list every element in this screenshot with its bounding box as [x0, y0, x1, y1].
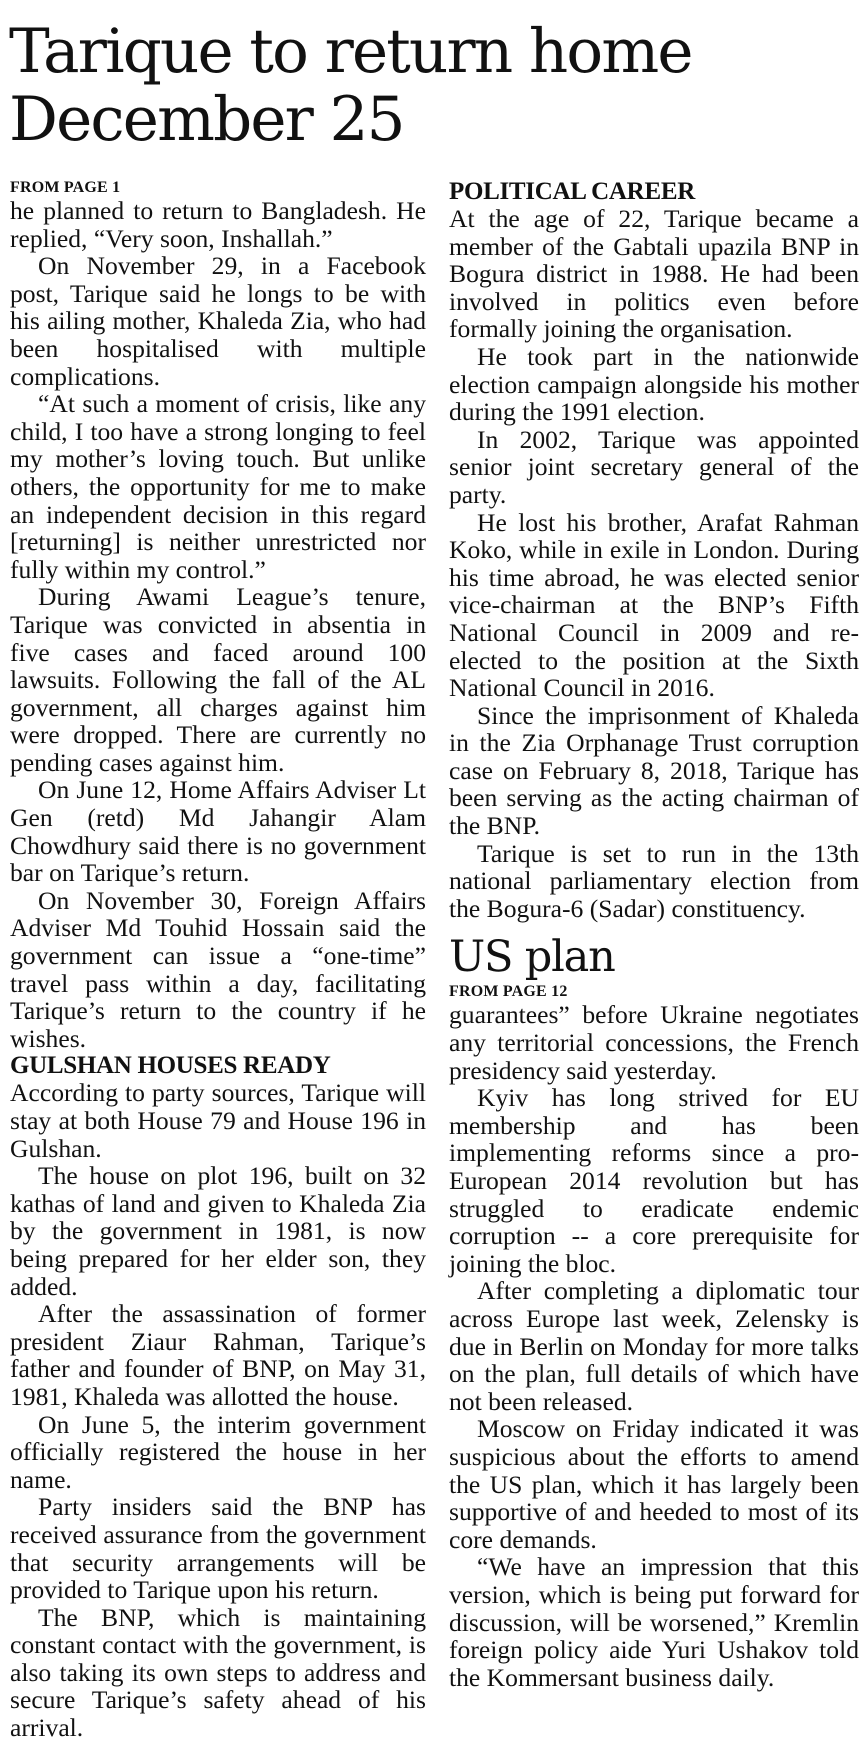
body-paragraph: Tarique is set to run in the 13th national parliamentary election from the Bogura-6 (Sadar) constituency. — [449, 838, 859, 923]
body-paragraph: “We have an impression that this version, which is being put forward for discussion, will be worsened,” Kremlin foreign policy aide Yuri Ushakov told the Kommersant business daily. — [449, 1552, 859, 1692]
section-subhead-career: POLITICAL CAREER — [449, 178, 695, 205]
body-paragraph: He took part in the nationwide election campaign alongside his mother during the 1991 election. — [449, 341, 859, 427]
body-paragraph: During Awami League’s tenure, Tarique was convicted in absentia in five cases and faced around 100 lawsuits. Following the fall of the AL government, all charges against him were dropped. There are currently no pending cases against him. — [10, 582, 426, 777]
body-paragraph: According to party sources, Tarique will stay at both House 79 and House 196 in Gulshan. — [10, 1078, 426, 1163]
body-paragraph: After the assassination of former president Ziaur Rahman, Tarique’s father and founder of BNP, on May 31, 1981, Khaleda was allotted the house. — [10, 1299, 426, 1411]
body-paragraph: After completing a diplomatic tour across Europe last week, Zelensky is due in Berlin on Monday for more talks on the plan, full details of which have not been released. — [449, 1276, 859, 1416]
body-paragraph: Kyiv has long strived for EU membership and has been implementing reforms since a pro-European 2014 revolution but has struggled to eradicate endemic corruption -- a core prerequisite for joining the bloc. — [449, 1083, 859, 1278]
section-subhead-gulshan: GULSHAN HOUSES READY — [10, 1052, 331, 1080]
body-paragraph: In 2002, Tarique was appointed senior joint secretary general of the party. — [449, 424, 859, 509]
body-paragraph: Moscow on Friday indicated it was suspicious about the efforts to amend the US plan, which it has largely been supportive of and heeded to most of its core demands. — [449, 1414, 859, 1554]
body-paragraph: “At such a moment of crisis, like any child, I too have a strong longing to feel my mother’s loving touch. But unlike others, the opportunity for me to make an independent decision in this regard [returning] is neither unrestricted nor fully within my control.” — [10, 389, 426, 584]
right-column — [449, 178, 859, 1691]
body-paragraph: On June 5, the interim government officially registered the house in her name. — [10, 1409, 426, 1494]
body-paragraph: On November 29, in a Facebook post, Tarique said he longs to be with his ailing mother, Khaleda Zia, who had been hospitalised with multiple complications. — [10, 251, 426, 391]
continuation-kicker: FROM PAGE 12 — [449, 983, 568, 1001]
body-paragraph: On June 12, Home Affairs Adviser Lt Gen (retd) Md Jahangir Alam Chowdhury said there is no government bar on Tarique’s return. — [10, 775, 426, 888]
body-paragraph: He lost his brother, Arafat Rahman Koko, while in exile in London. During his time abroad, he was elected senior vice-chairman at the BNP’s Fifth National Council in 2009 and re-elected to the position at the Sixth National Council in 2016. — [449, 507, 859, 703]
body-paragraph: The BNP, which is maintaining constant contact with the government, is also taking its own steps to address and secure Tarique’s safety ahead of his arrival. — [10, 1602, 426, 1743]
body-paragraph: At the age of 22, Tarique became a member of the Gabtali upazila BNP in Bogura district in 1988. He had been involved in politics even before formally joining the organisation. — [449, 204, 859, 344]
body-paragraph: On November 30, Foreign Affairs Adviser Md Touhid Hossain said the government can issue a “one-time” travel pass within a day, facilitating Tarique’s return to the country if he wishes. — [10, 885, 426, 1053]
second-article-headline: US plan — [449, 932, 615, 983]
article-headline: Tarique to return home December 25 — [9, 16, 692, 155]
body-paragraph: guarantees” before Ukraine negotiates any territorial concessions, the French presidency said yesterday. — [449, 1000, 859, 1085]
continuation-kicker: FROM PAGE 1 — [10, 179, 121, 196]
body-paragraph: he planned to return to Bangladesh. He replied, “Very soon, Inshallah.” — [10, 196, 426, 253]
left-column — [10, 178, 426, 1742]
body-paragraph: Party insiders said the BNP has received assurance from the government that security arrangements will be provided to Tarique upon his return. — [10, 1492, 426, 1605]
body-paragraph: Since the imprisonment of Khaleda in the Zia Orphanage Trust corruption case on February 8, 2018, Tarique has been serving as the acting chairman of the BNP. — [449, 700, 859, 841]
body-paragraph: The house on plot 196, built on 32 kathas of land and given to Khaleda Zia by the government in 1981, is now being prepared for her elder son, they added. — [10, 1161, 426, 1301]
